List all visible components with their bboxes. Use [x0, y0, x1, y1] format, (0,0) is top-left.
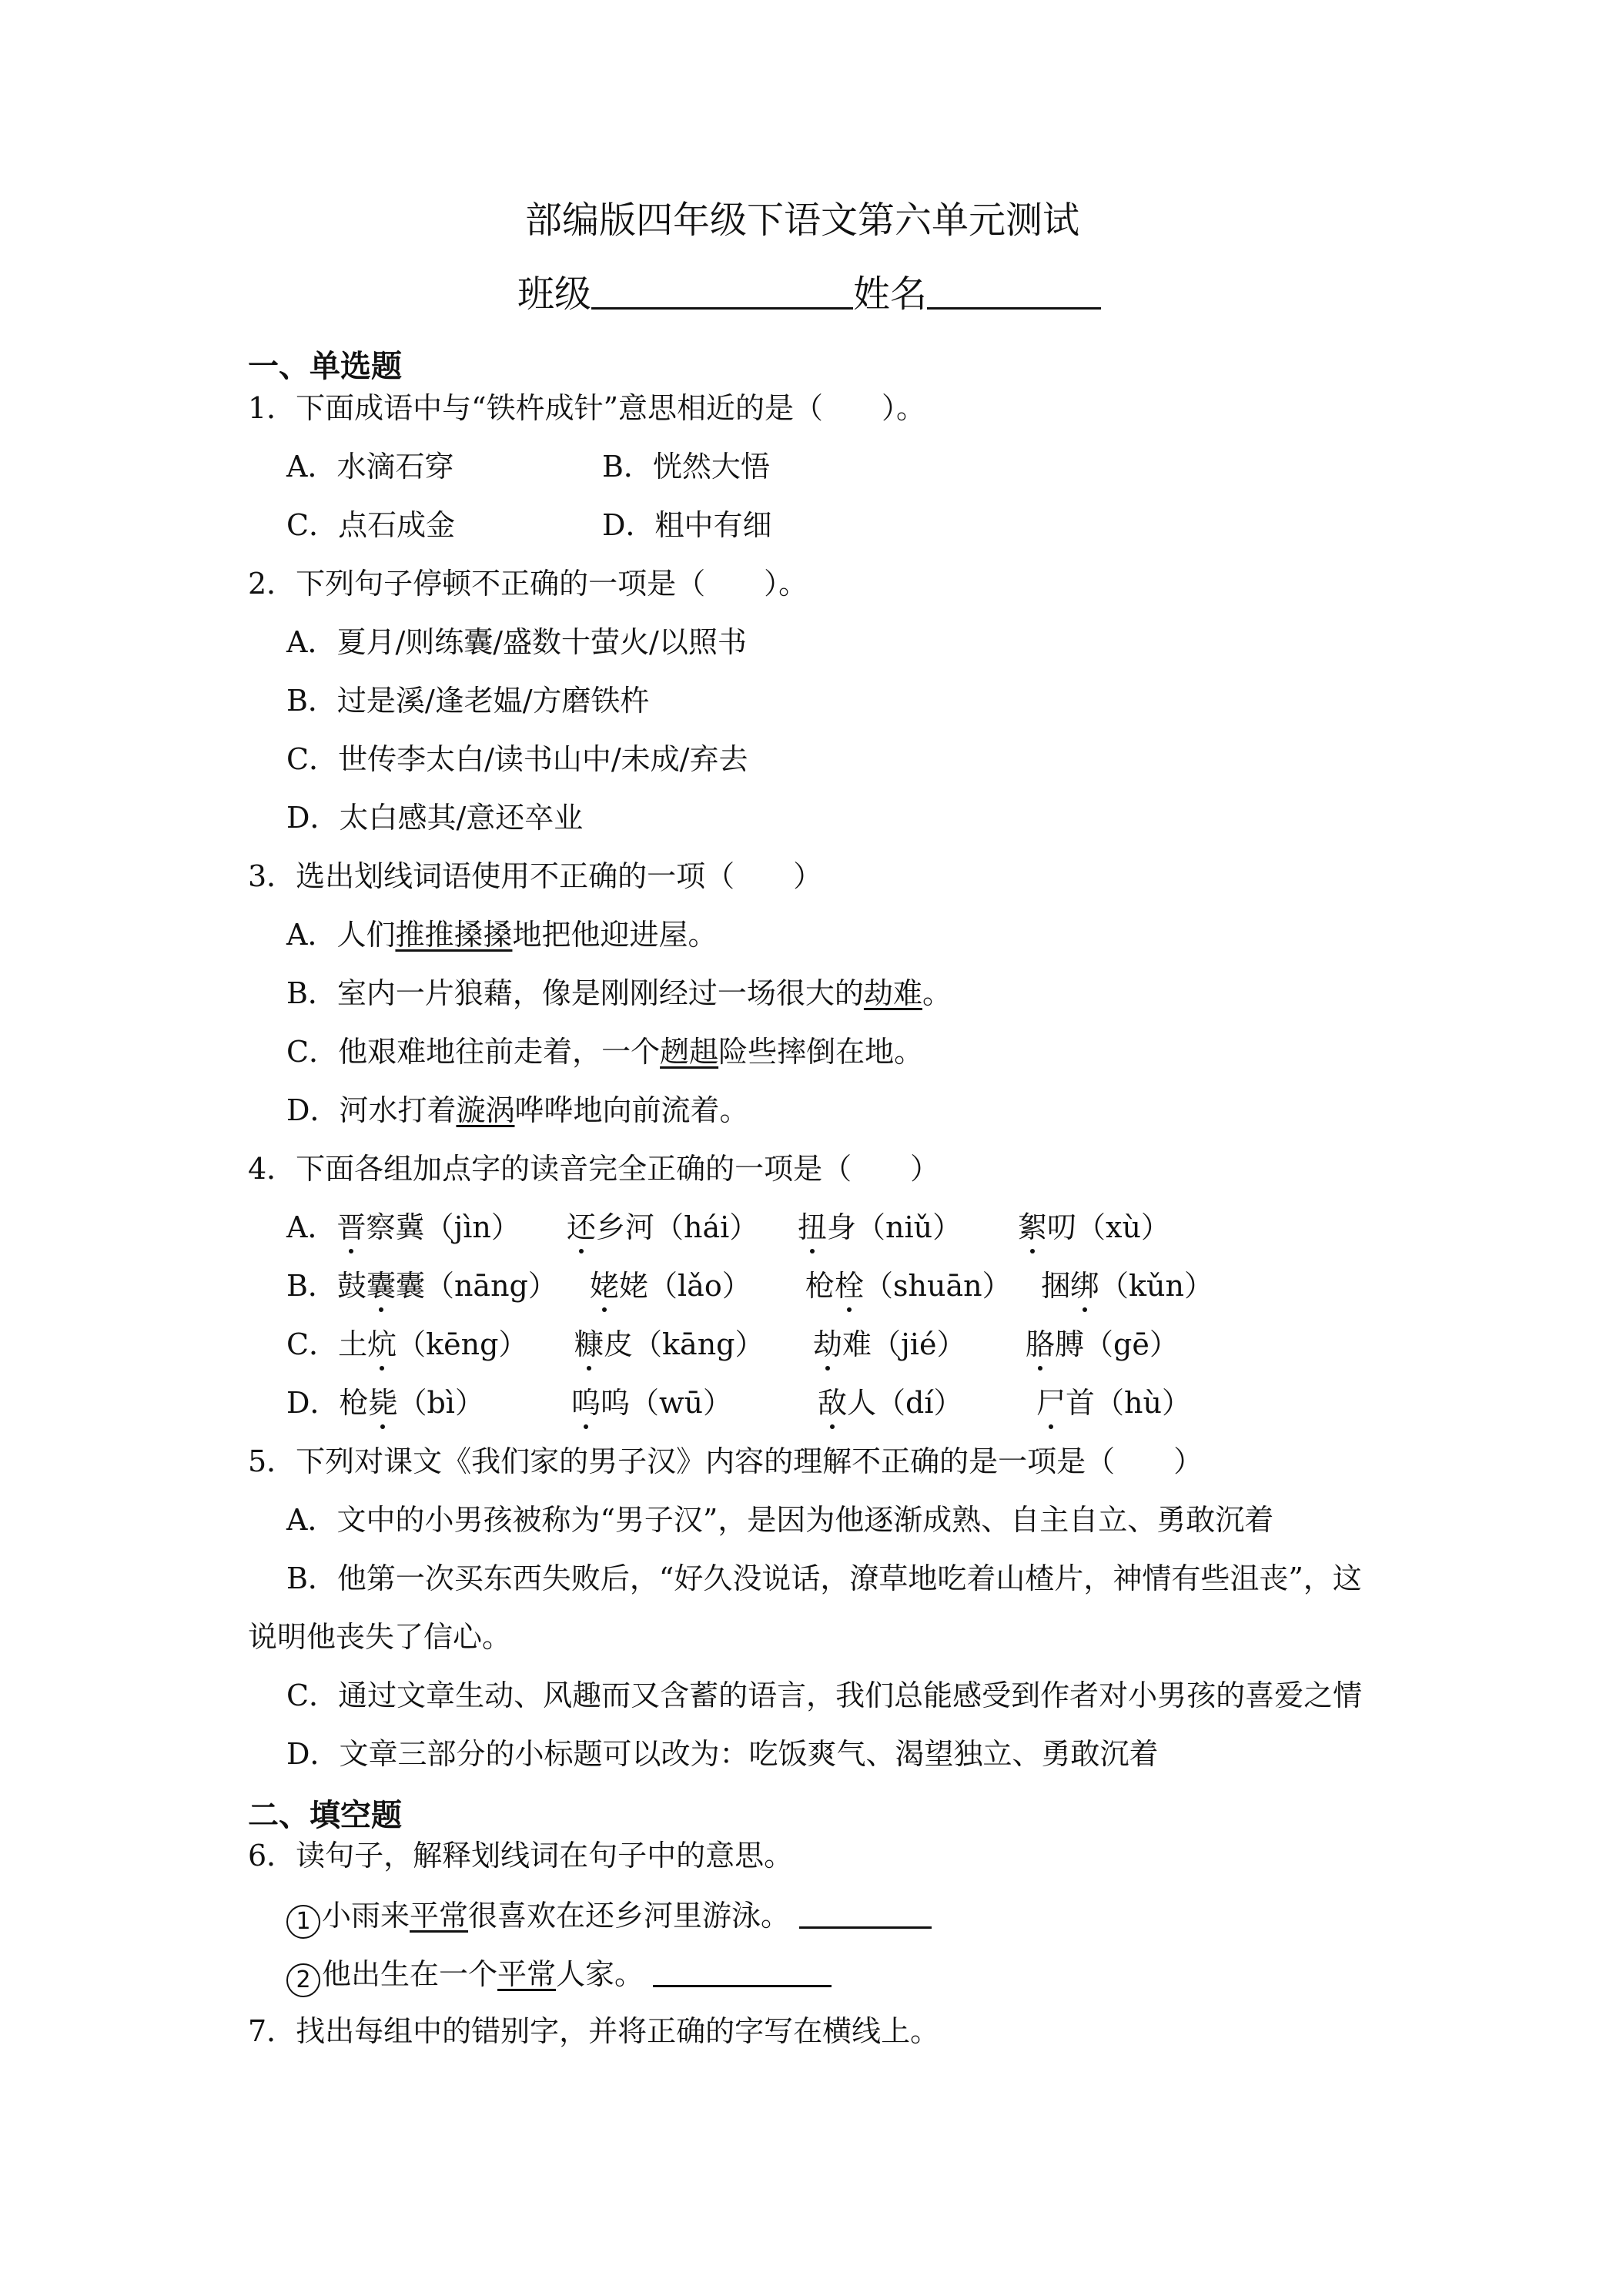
q4-option-a-item2: 还乡河（hái） — [567, 1210, 759, 1244]
q5-option-b[interactable]: B．他第一次买东西失败后，“好久没说话，潦草地吃着山楂片，神情有些沮丧”，这 — [286, 1561, 1362, 1595]
q2-option-d[interactable]: D．太白感其/意还卒业 — [286, 801, 584, 835]
q6-sentence-2: 2 他出生在一个平常人家。 — [286, 1956, 832, 1997]
circled-number: 1 — [286, 1905, 320, 1939]
q5-option-d[interactable]: D．文章三部分的小标题可以改为：吃饭爽气、渴望独立、勇敢沉着 — [286, 1737, 1159, 1771]
dotted-char: 胳 — [1026, 1327, 1056, 1361]
q4-option-d[interactable]: D．枪毙（bì） — [286, 1386, 484, 1420]
q5-stem: 5．下列对课文《我们家的男子汉》内容的理解不正确的是一项是（ ） — [248, 1444, 1203, 1478]
dotted-char: 呜 — [571, 1386, 601, 1420]
q6-stem: 6．读句子，解释划线词在句子中的意思。 — [248, 1839, 794, 1873]
dotted-char: 姥 — [590, 1269, 620, 1303]
q4-option-c-item2: 糠皮（kāng） — [574, 1327, 765, 1361]
dotted-char: 劫 — [813, 1327, 843, 1361]
q3-option-d[interactable]: D．河水打着漩涡哗哗地向前流着。 — [286, 1093, 749, 1127]
dotted-char: 还 — [567, 1210, 597, 1244]
q4-option-a[interactable]: A．晋察冀（jìn） — [286, 1210, 520, 1244]
q1-option-d[interactable]: D．粗中有细 — [602, 508, 772, 542]
class-name-line — [517, 273, 1101, 317]
answer-blank[interactable] — [799, 1897, 932, 1929]
q7-stem: 7．找出每组中的错别字，并将正确的字写在横线上。 — [248, 2014, 940, 2048]
q4-option-b-item2: 姥姥（lǎo） — [590, 1269, 751, 1303]
dotted-char: 晋 — [336, 1210, 366, 1244]
q5-option-c[interactable]: C．通过文章生动、风趣而又含蓄的语言，我们总能感受到作者对小男孩的喜爱之情 — [286, 1678, 1363, 1712]
circled-number: 2 — [286, 1963, 320, 1997]
q4-option-b[interactable]: B．鼓囊囊（nāng） — [286, 1269, 557, 1303]
dotted-char: 绑 — [1070, 1269, 1100, 1303]
q2-option-a[interactable]: A．夏月/则练囊/盛数十萤火/以照书 — [286, 625, 747, 659]
dotted-char: 栓 — [835, 1269, 865, 1303]
q4-option-a-item3: 扭身（niǔ） — [798, 1210, 962, 1244]
q3-stem: 3．选出划线词语使用不正确的一项（ ） — [248, 859, 823, 893]
q2-option-b[interactable]: B．过是溪/逢老媪/方磨铁杵 — [286, 684, 650, 718]
q1-option-b[interactable]: B．恍然大悟 — [602, 450, 770, 484]
dotted-char: 糠 — [574, 1327, 604, 1361]
q3-option-b[interactable]: B．室内一片狼藉，像是刚刚经过一场很大的劫难。 — [286, 976, 952, 1010]
q4-option-b-item4: 捆绑（kǔn） — [1041, 1269, 1214, 1303]
q4-stem: 4．下面各组加点字的读音完全正确的一项是（ ） — [248, 1152, 940, 1186]
underlined-word: 劫难 — [863, 976, 922, 1010]
underlined-word: 平常 — [497, 1957, 557, 1991]
class-label: 班级 — [517, 273, 592, 316]
section-heading-fill-blank: 二、填空题 — [248, 1798, 402, 1833]
section-heading-single-choice: 一、单选题 — [248, 349, 402, 384]
dotted-char: 炕 — [367, 1327, 397, 1361]
dotted-char: 囊 — [366, 1269, 396, 1303]
page-title: 部编版四年级下语文第六单元测试 — [525, 199, 1080, 242]
underlined-word: 推推搡搡 — [395, 918, 513, 952]
q1-option-c[interactable]: C．点石成金 — [286, 508, 456, 542]
dotted-char: 尸 — [1036, 1386, 1066, 1420]
answer-blank[interactable] — [653, 1956, 832, 1987]
q2-stem: 2．下列句子停顿不正确的一项是（ ）。 — [248, 567, 808, 601]
q1-option-a[interactable]: A．水滴石穿 — [286, 450, 454, 484]
q1-stem: 1．下面成语中与“铁杵成针”意思相近的是（ ）。 — [248, 391, 926, 425]
q3-option-c[interactable]: C．他艰难地往前走着，一个趔趄险些摔倒在地。 — [286, 1035, 924, 1069]
q6-sentence-1: 1 小雨来平常很喜欢在还乡河里游泳。 — [286, 1897, 932, 1939]
q5-option-b-cont: 说明他丧失了信心。 — [248, 1620, 512, 1654]
dotted-char: 扭 — [798, 1210, 828, 1244]
name-blank[interactable] — [927, 278, 1101, 310]
underlined-word: 趔趄 — [660, 1035, 719, 1069]
class-blank[interactable] — [591, 278, 853, 310]
name-label: 姓名 — [853, 273, 928, 316]
q2-option-c[interactable]: C．世传李太白/读书山中/未成/弃去 — [286, 742, 748, 776]
underlined-word: 漩涡 — [456, 1093, 515, 1127]
underlined-word: 平常 — [410, 1899, 469, 1933]
q4-option-b-item3: 枪栓（shuān） — [805, 1269, 1012, 1303]
q4-option-a-item4: 絮叨（xù） — [1018, 1210, 1170, 1244]
q4-option-c-item4: 胳膊（gē） — [1026, 1327, 1179, 1361]
dotted-char: 絮 — [1018, 1210, 1048, 1244]
q4-option-c[interactable]: C．土炕（kēng） — [286, 1327, 528, 1361]
q4-option-d-item2: 呜呜（wū） — [571, 1386, 733, 1420]
dotted-char: 毙 — [368, 1386, 398, 1420]
q4-option-d-item3: 敌人（dí） — [818, 1386, 963, 1420]
q4-option-d-item4: 尸首（hù） — [1036, 1386, 1191, 1420]
q5-option-a[interactable]: A．文中的小男孩被称为“男子汉”，是因为他逐渐成熟、自主自立、勇敢沉着 — [286, 1503, 1274, 1537]
q4-option-c-item3: 劫难（jié） — [813, 1327, 966, 1361]
q3-option-a[interactable]: A．人们推推搡搡地把他迎进屋。 — [286, 918, 718, 952]
dotted-char: 敌 — [818, 1386, 848, 1420]
